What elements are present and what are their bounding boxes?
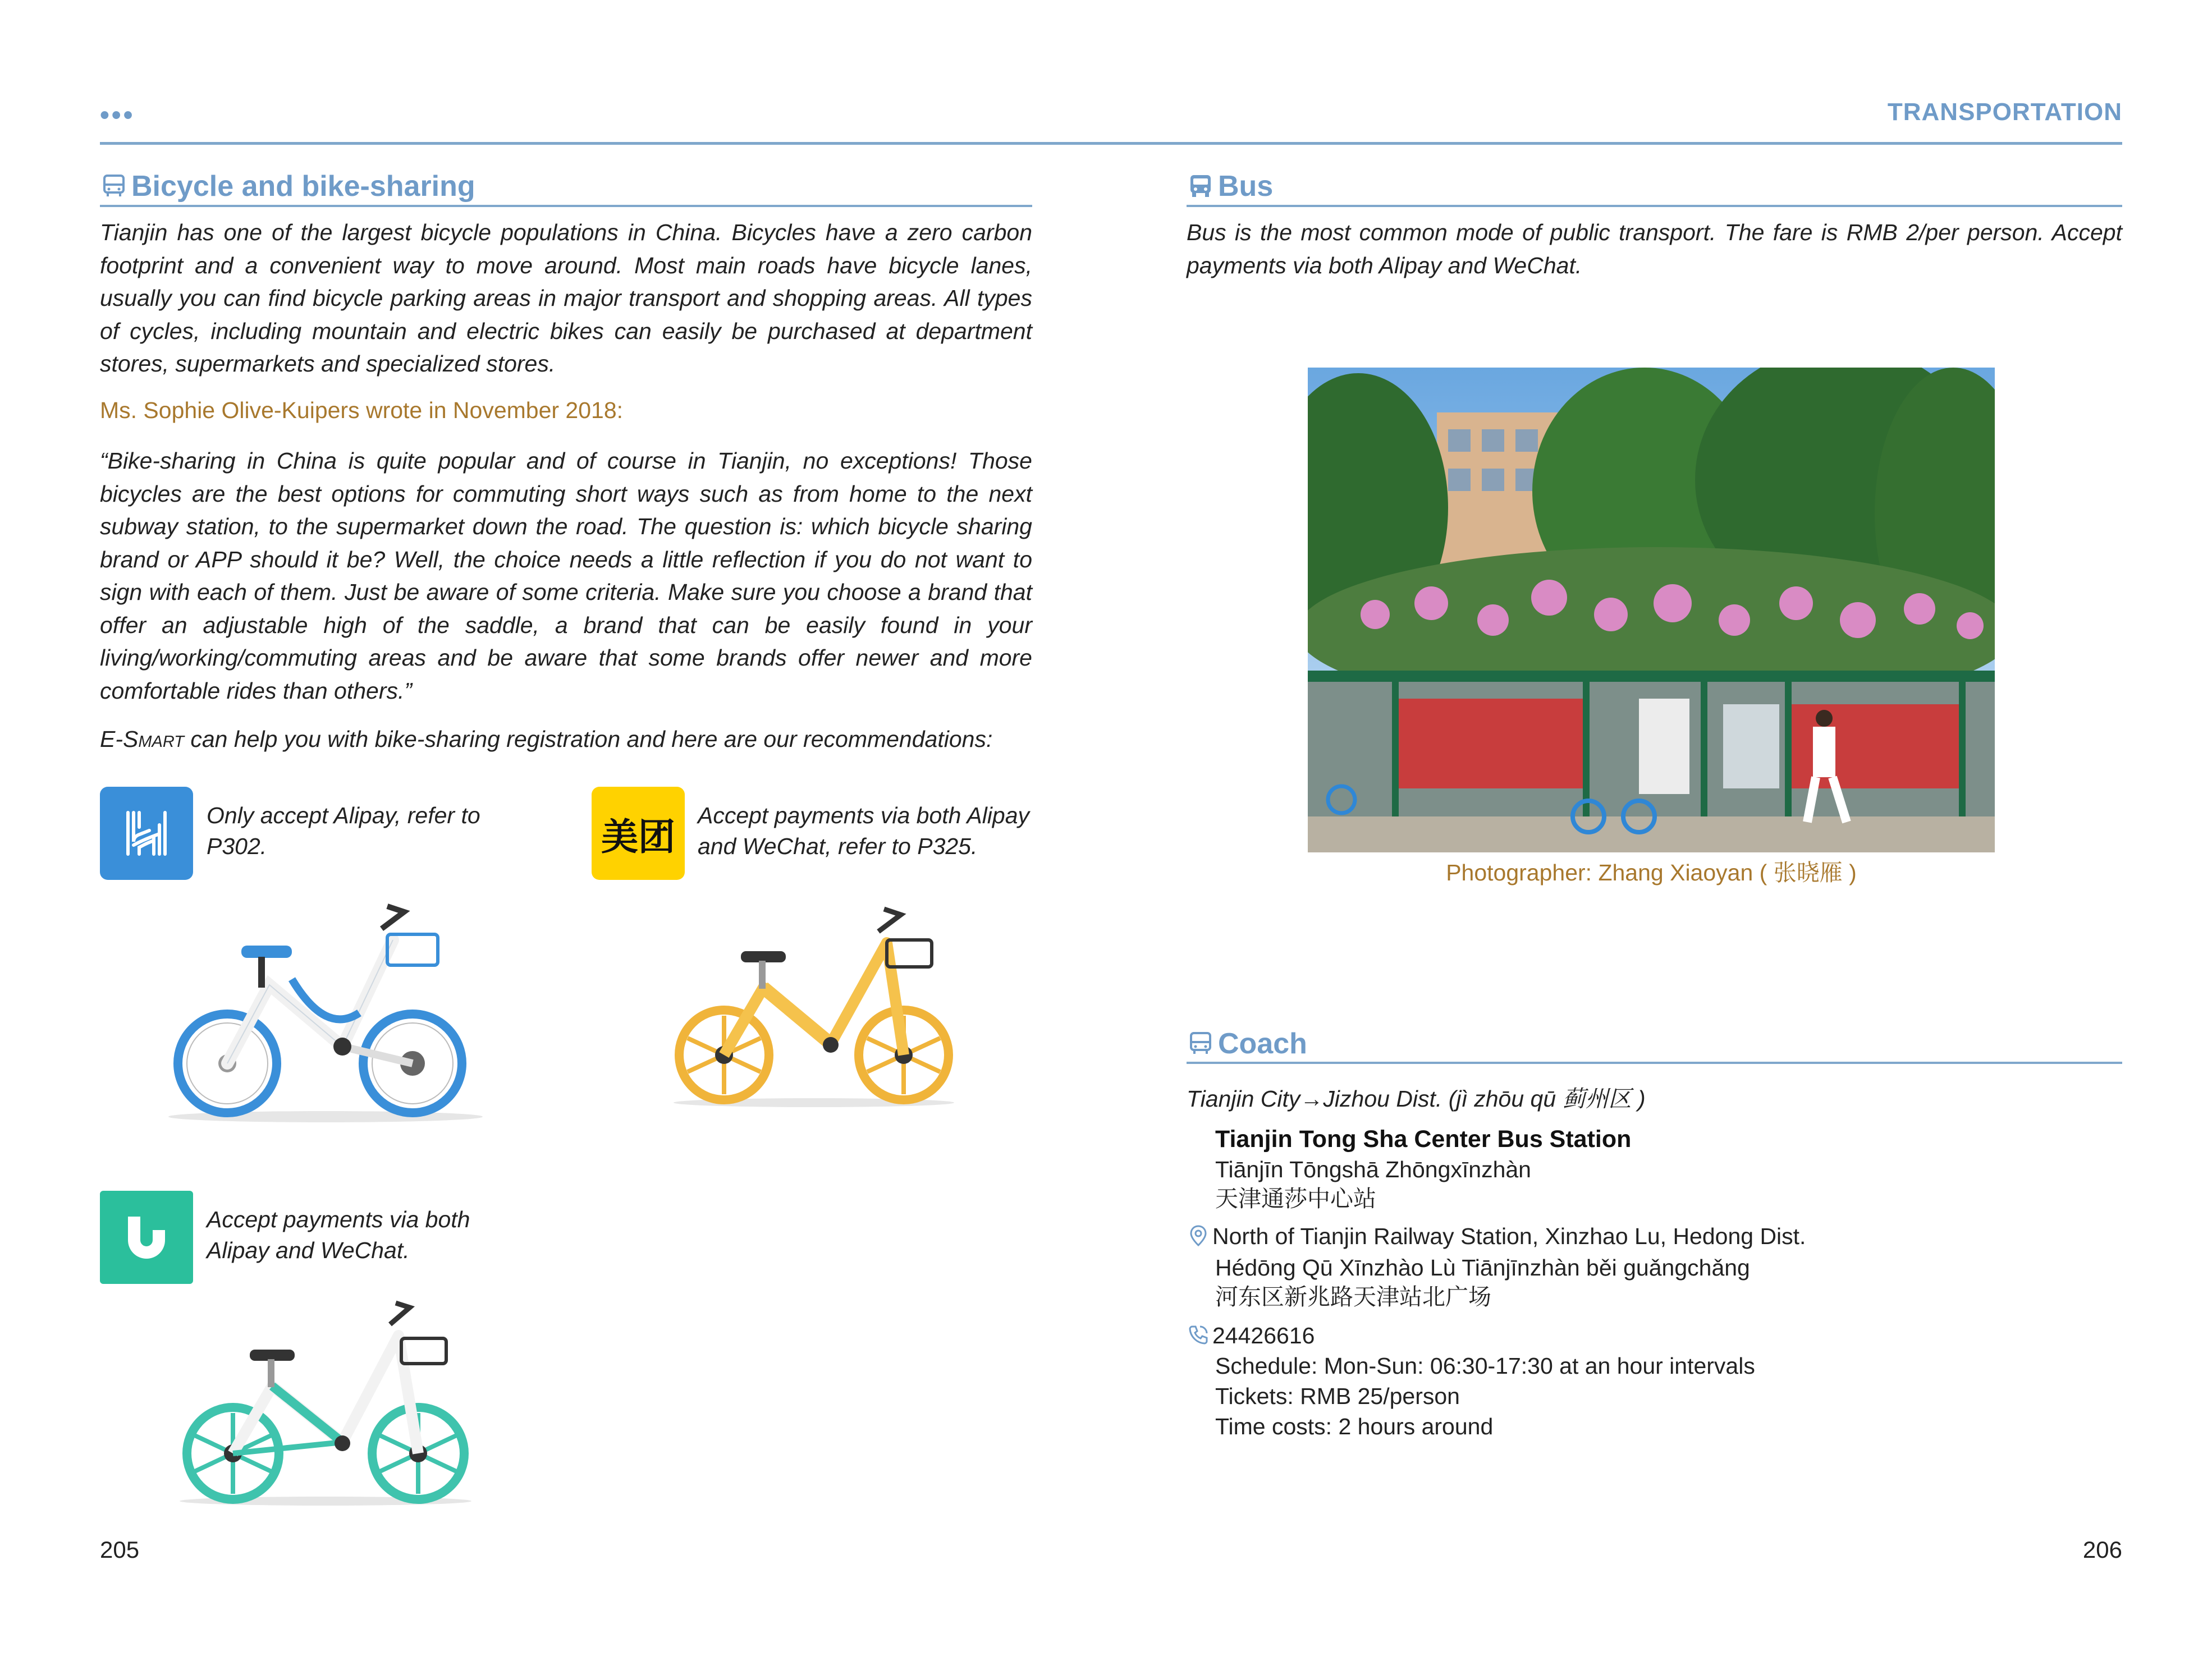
left-page-number: 205 <box>100 1536 140 1563</box>
coach-route: Tianjin City→Jizhou Dist. (jì zhōu qū 蓟州区 ) <box>1187 1086 1646 1112</box>
header-rule <box>100 142 2122 145</box>
recommendation-text: can help you with bike-sharing registration and here are our recommendations: <box>184 726 993 752</box>
running-title: TRANSPORTATION <box>1887 98 2122 126</box>
coach-section-rule <box>1187 1062 2122 1064</box>
coach-outline-icon <box>1187 1030 1215 1058</box>
bicycle-section-rule <box>100 205 1032 207</box>
recommendation-line <box>100 723 1032 756</box>
hellobike-text: Only accept Alipay, refer to P302. <box>207 802 480 859</box>
photo-caption-cn: 张晓雁 <box>1773 859 1843 886</box>
location-pin-icon <box>1187 1224 1210 1247</box>
schedule-text: Schedule: Mon-Sun: 06:30-17:30 at an hour intervals <box>1215 1353 1755 1379</box>
bus-filled-icon <box>1187 172 1215 200</box>
photo-caption-suffix: ) <box>1849 860 1857 886</box>
meituan-logo-text: 美团 <box>601 815 675 859</box>
phone-row <box>1187 1321 1315 1350</box>
coach-section-title <box>1187 1027 1307 1061</box>
address-chinese: 河东区新兆路天津站北广场 <box>1215 1283 1491 1310</box>
right-page-number: 206 <box>2082 1536 2122 1563</box>
address-row <box>1187 1222 1806 1251</box>
quote-paragraph: “Bike-sharing in China is quite popular and of course in Tianjin, no exceptions! Those bicycles are the best options for commuting short ways such as from home to the next subway station, to the supermarket down the road. The question is: which bicycle sharing brand or APP should it be? Well, the choice needs a little reflection if you do not want to sign with each of them. Just be aware of some criteria. Make sure you choose a brand that offer an adjustable high of the saddle, a brand that can be easily found in your living/working/commuting areas and be aware that some brands offer newer and more comfortable rides than others.” <box>100 448 1032 704</box>
didi-text: Accept payments via both Alipay and WeChat. <box>207 1206 470 1263</box>
esmart-brand: E-Smart <box>100 726 184 752</box>
bus-paragraph: Bus is the most common mode of public transport. The fare is RMB 2/per person. Accept payments via both Alipay and WeChat. <box>1187 219 2122 278</box>
meituan-logo <box>592 787 685 880</box>
bus-stop-photo <box>1308 368 1995 852</box>
quote-author: Ms. Sophie Olive-Kuipers wrote in November 2018: <box>100 397 624 423</box>
address-text: North of Tianjin Railway Station, Xinzhao Lu, Hedong Dist. <box>1212 1223 1806 1249</box>
station-chinese: 天津通莎中心站 <box>1215 1185 1376 1212</box>
bicycle-section-title <box>100 169 475 203</box>
bus-outline-icon <box>100 172 128 200</box>
didi-logo <box>100 1191 193 1284</box>
station-name: Tianjin Tong Sha Center Bus Station <box>1215 1126 1632 1153</box>
bicycle-section-title-text: Bicycle and bike-sharing <box>131 170 475 203</box>
photo-caption-prefix: Photographer: Zhang Xiaoyan ( <box>1446 860 1767 886</box>
station-pinyin: Tiānjīn Tōngshā Zhōngxīnzhàn <box>1215 1157 1531 1182</box>
bus-section-title-text: Bus <box>1218 170 1274 203</box>
didi-d-icon <box>116 1206 177 1268</box>
header-dots: ••• <box>100 100 135 130</box>
coach-section-title-text: Coach <box>1218 1027 1307 1060</box>
meituan-text: Accept payments via both Alipay and WeChat, refer to P325. <box>698 802 1030 859</box>
hellobike-bicycle-illustration <box>157 889 494 1125</box>
hellobike-logo <box>100 787 193 880</box>
address-pinyin: Hédōng Qū Xīnzhào Lù Tiānjīnzhàn běi guǎngchǎng <box>1215 1255 1750 1281</box>
bus-section-rule <box>1187 205 2122 207</box>
hellobike-h-icon <box>116 802 177 864</box>
tickets-text: Tickets: RMB 25/person <box>1215 1383 1460 1409</box>
phone-number: 24426616 <box>1212 1323 1315 1348</box>
didi-bicycle-illustration <box>168 1296 483 1510</box>
bus-section-title <box>1187 169 1273 203</box>
phone-icon <box>1187 1323 1210 1347</box>
time-costs-text: Time costs: 2 hours around <box>1215 1414 1494 1439</box>
photo-caption <box>1308 854 1995 887</box>
meituan-bicycle-illustration <box>662 898 965 1111</box>
bicycle-intro-paragraph: Tianjin has one of the largest bicycle populations in China. Bicycles have a zero carbon footprint and a convenient way to move around. Most main roads have bicycle lanes, usually you can find bicycle parking areas in major transport and shopping areas. All types of cycles, including mountain and electric bikes can easily be purchased at department stores, supermarkets and specialized stores. <box>100 219 1032 377</box>
